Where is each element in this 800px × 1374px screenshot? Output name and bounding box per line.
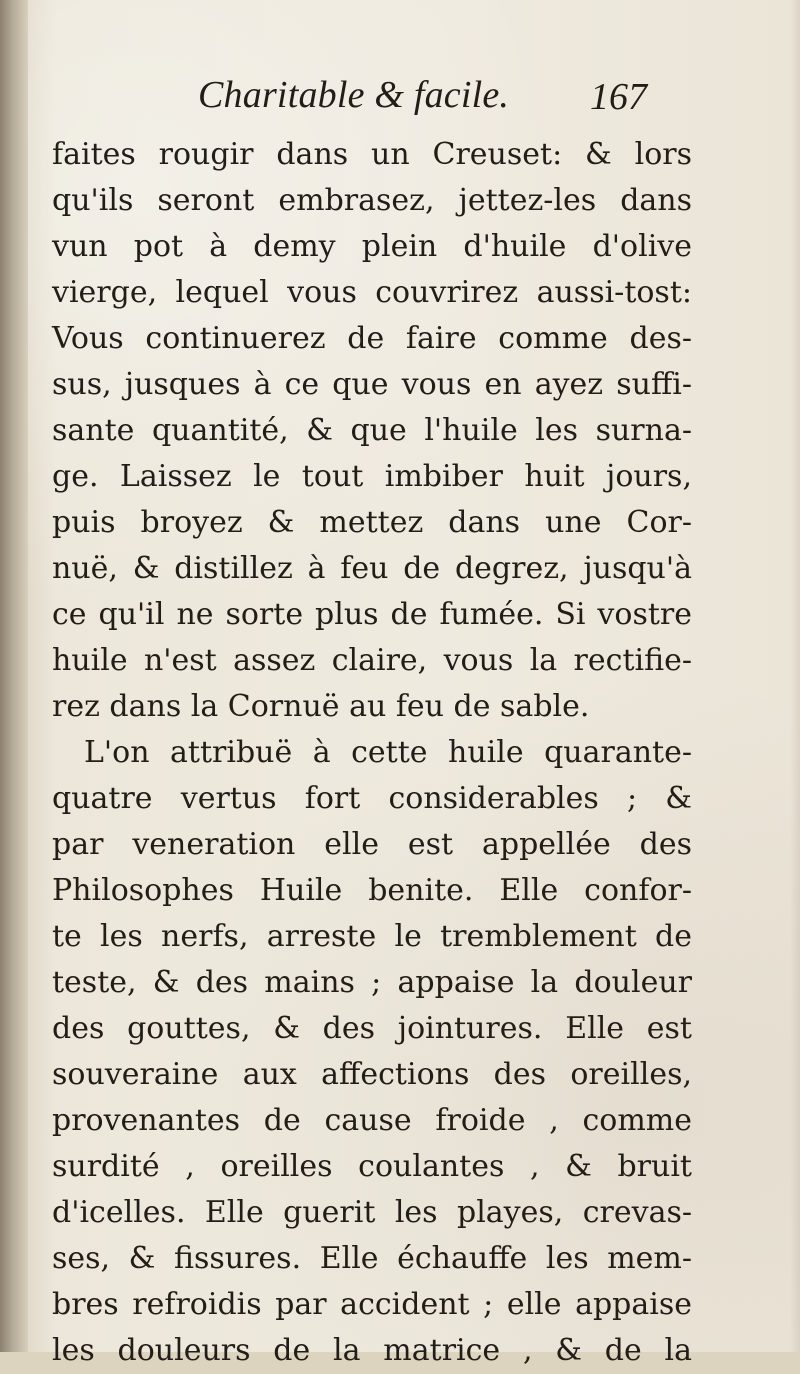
paper-edge [790,0,800,1352]
text-line: te les nerfs, arreste le tremblement de [52,919,692,954]
text-line: Vous continuerez de faire comme des- [52,321,692,356]
text-line: ses, & fissures. Elle échauffe les mem- [52,1241,692,1276]
text-line: teste, & des mains ; appaise la douleur [52,965,692,1000]
text-line: sante quantité, & que l'huile les surna- [52,413,692,448]
text-line: vierge, lequel vous couvrirez aussi-tost: [52,275,692,310]
text-line: sus, jusques à ce que vous en ayez suffi- [52,367,692,402]
text-line: vun pot à demy plein d'huile d'olive [52,229,692,264]
text-line: Philosophes Huile benite. Elle confor- [52,873,692,908]
text-line: quatre vertus fort considerables ; & [52,781,692,816]
text-line: des gouttes, & des jointures. Elle est [52,1011,692,1046]
text-line: d'icelles. Elle guerit les playes, crevas- [52,1195,692,1230]
page-header [52,70,692,130]
text-line: qu'ils seront embrasez, jettez-les dans [52,183,692,218]
text-line: par veneration elle est appellée des [52,827,692,862]
binding-edge [0,0,28,1352]
page-number: 167 [590,76,647,118]
text-line: bres refroidis par accident ; elle appaise [52,1287,692,1322]
text-line: ce qu'il ne sorte plus de fumée. Si vostre [52,597,692,632]
text-line: puis broyez & mettez dans une Cor- [52,505,692,540]
text-line: souveraine aux affections des oreilles, [52,1057,692,1092]
running-head: Charitable & facile. [198,74,510,116]
text-line: ge. Laissez le tout imbiber huit jours, [52,459,692,494]
text-line: faites rougir dans un Creuset: & lors [52,137,692,172]
text-line: L'on attribuë à cette huile quarante- [84,735,692,770]
paragraph-2 [52,730,692,1374]
text-line: huile n'est assez claire, vous la rectifie- [52,643,692,678]
text-line: rez dans la Cornuë au feu de sable. [52,689,590,724]
text-line: surdité , oreilles coulantes , & bruit [52,1149,692,1184]
text-line: les douleurs de la matrice , & de la [52,1333,692,1368]
page-text-block [52,70,692,1374]
paragraph-1 [52,132,692,730]
text-line: provenantes de cause froide , comme [52,1103,692,1138]
text-line: nuë, & distillez à feu de degrez, jusqu'à [52,551,692,586]
